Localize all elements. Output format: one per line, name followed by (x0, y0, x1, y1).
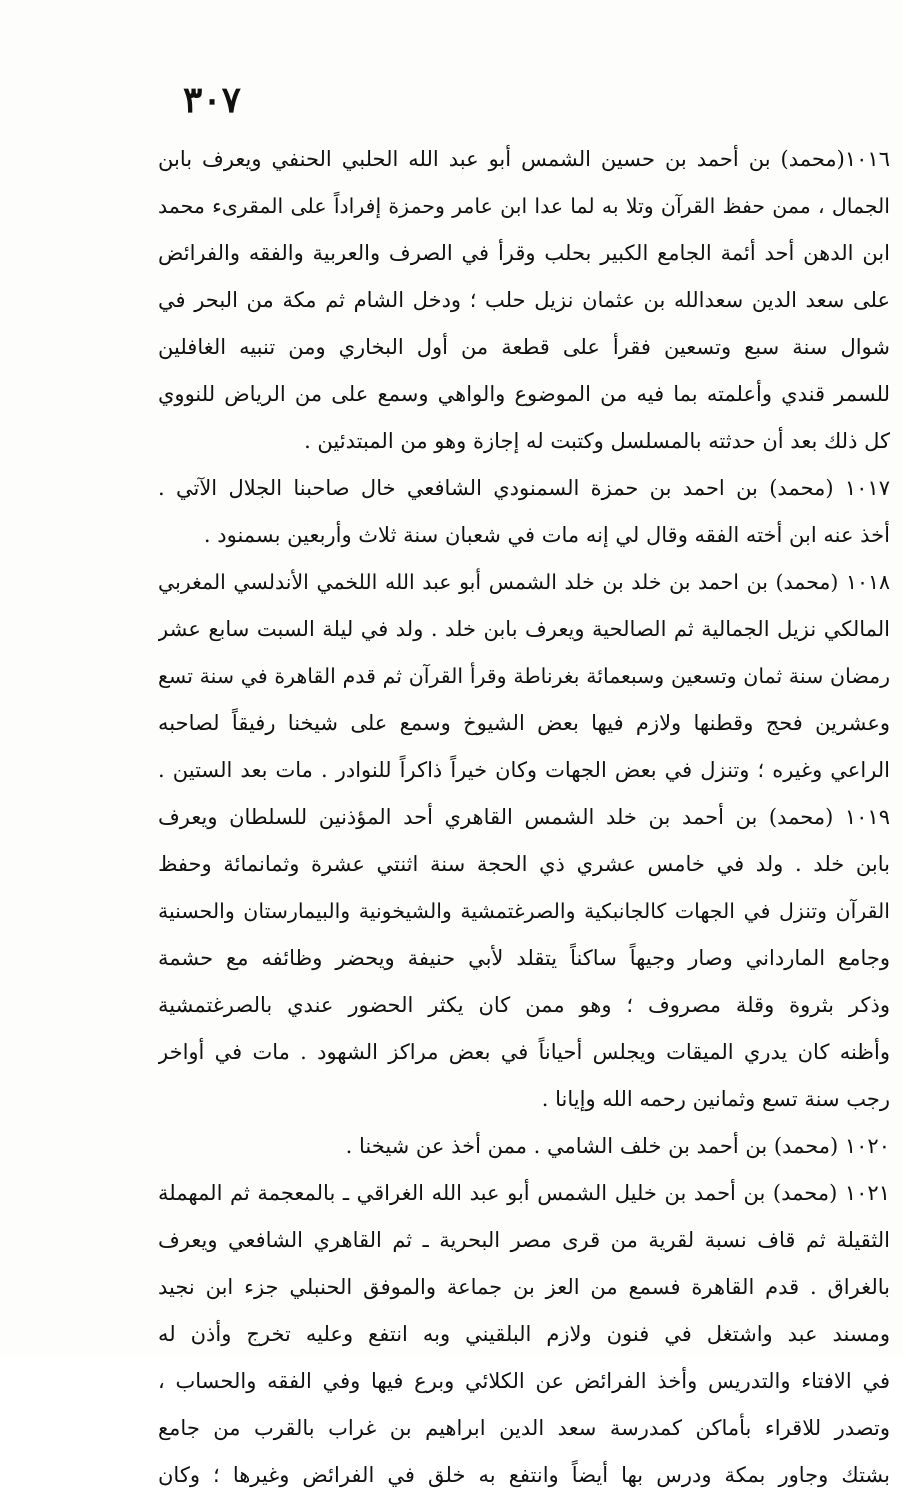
text-line: للسمر قندي وأعلمته بما فيه من الموضوع والواهي وسمع على من الرياض للنووي (158, 382, 890, 406)
text-line: الثقيلة ثم قاف نسبة لقرية من قرى مصر البحرية ـ ثم القاهري الشافعي ويعرف (158, 1228, 890, 1252)
text-line: ١٠٢٠ (محمد) بن أحمد بن خلف الشامي . ممن أخذ عن شيخنا . (345, 1134, 890, 1158)
text-line: رجب سنة تسع وثمانين رحمه الله وإيانا . (541, 1087, 890, 1111)
text-line: بابن خلد . ولد في خامس عشري ذي الحجة سنة اثنتي عشرة وثمانمائة وحفظ (158, 852, 890, 876)
text-line: ١٠٢١ (محمد) بن أحمد بن خليل الشمس أبو عبد الله الغراقي ـ بالمعجمة ثم المهملة (158, 1181, 890, 1205)
text-line: في الافتاء والتدريس وأخذ الفرائض عن الكلائي وبرع فيها وفي الفقه والحساب ، (158, 1369, 890, 1393)
text-line: الجمال ، ممن حفظ القرآن وتلا به لما عدا ابن عامر وحمزة إفراداً على المقرىء محمد (158, 194, 890, 218)
text-line: ومسند عبد واشتغل في فنون ولازم البلقيني وبه انتفع وعليه تخرج وأذن له (158, 1322, 890, 1346)
text-line: كل ذلك بعد أن حدثته بالمسلسل وكتبت له إجازة وهو من المبتدئين . (304, 429, 890, 453)
text-line: وتصدر للاقراء بأماكن كمدرسة سعد الدين ابراهيم بن غراب بالقرب من جامع (158, 1416, 890, 1440)
text-line: بالغراق . قدم القاهرة فسمع من العز بن جماعة والموفق الحنبلي جزء ابن نجيد (158, 1275, 890, 1299)
page-number: ٣٠٧ (183, 79, 242, 121)
text-line: القرآن وتنزل في الجهات كالجانبكية والصرغتمشية والشيخونية والبيمارستان والحسنية (158, 899, 890, 923)
text-body (158, 136, 890, 1499)
text-line: الراعي وغيره ؛ وتنزل في بعض الجهات وكان خيراً ذاكراً للنوادر . مات بعد الستين . (158, 758, 890, 782)
text-line: شوال سنة سبع وتسعين فقرأ على قطعة من أول البخاري ومن تنبيه الغافلين (158, 335, 890, 359)
text-line: وعشرين فحج وقطنها ولازم فيها بعض الشيوخ وسمع على شيخنا رفيقاً لصاحبه (158, 711, 890, 735)
text-line: وأظنه كان يدري الميقات ويجلس أحياناً في بعض مراكز الشهود . مات في أواخر (158, 1040, 890, 1064)
text-line: المالكي نزيل الجمالية ثم الصالحية ويعرف بابن خلد . ولد في ليلة السبت سابع عشر (158, 617, 890, 641)
text-line: أخذ عنه ابن أخته الفقه وقال لي إنه مات في شعبان سنة ثلاث وأربعين بسمنود . (203, 523, 890, 547)
text-line: وجامع المارداني وصار وجيهاً ساكناً يتقلد لأبي حنيفة ويحضر وظائفه مع حشمة (158, 946, 890, 970)
text-line: ١٠١٦(محمد) بن أحمد بن حسين الشمس أبو عبد الله الحلبي الحنفي ويعرف بابن (158, 147, 890, 171)
text-line: ١٠١٨ (محمد) بن احمد بن خلد بن خلد الشمس أبو عبد الله اللخمي الأندلسي المغربي (158, 570, 890, 594)
text-line: ١٠١٩ (محمد) بن أحمد بن خلد الشمس القاهري أحد المؤذنين للسلطان ويعرف (158, 805, 890, 829)
text-line: رمضان سنة ثمان وتسعين وسبعمائة بغرناطة وقرأ القرآن ثم قدم القاهرة في سنة تسع (158, 664, 890, 688)
text-line: وذكر بثروة وقلة مصروف ؛ وهو ممن كان يكثر الحضور عندي بالصرغتمشية (158, 993, 890, 1017)
text-line: بشتك وجاور بمكة ودرس بها أيضاً وانتفع به خلق في الفرائض وغيرها ؛ وكان (158, 1463, 890, 1487)
text-line: ١٠١٧ (محمد) بن احمد بن حمزة السمنودي الشافعي خال صاحبنا الجلال الآتي . (158, 476, 890, 500)
text-line: ابن الدهن أحد أئمة الجامع الكبير بحلب وقرأ في الصرف والعربية والفقه والفرائض (158, 241, 890, 265)
text-line: على سعد الدين سعدالله بن عثمان نزيل حلب ؛ ودخل الشام ثم مكة من البحر في (158, 288, 890, 312)
